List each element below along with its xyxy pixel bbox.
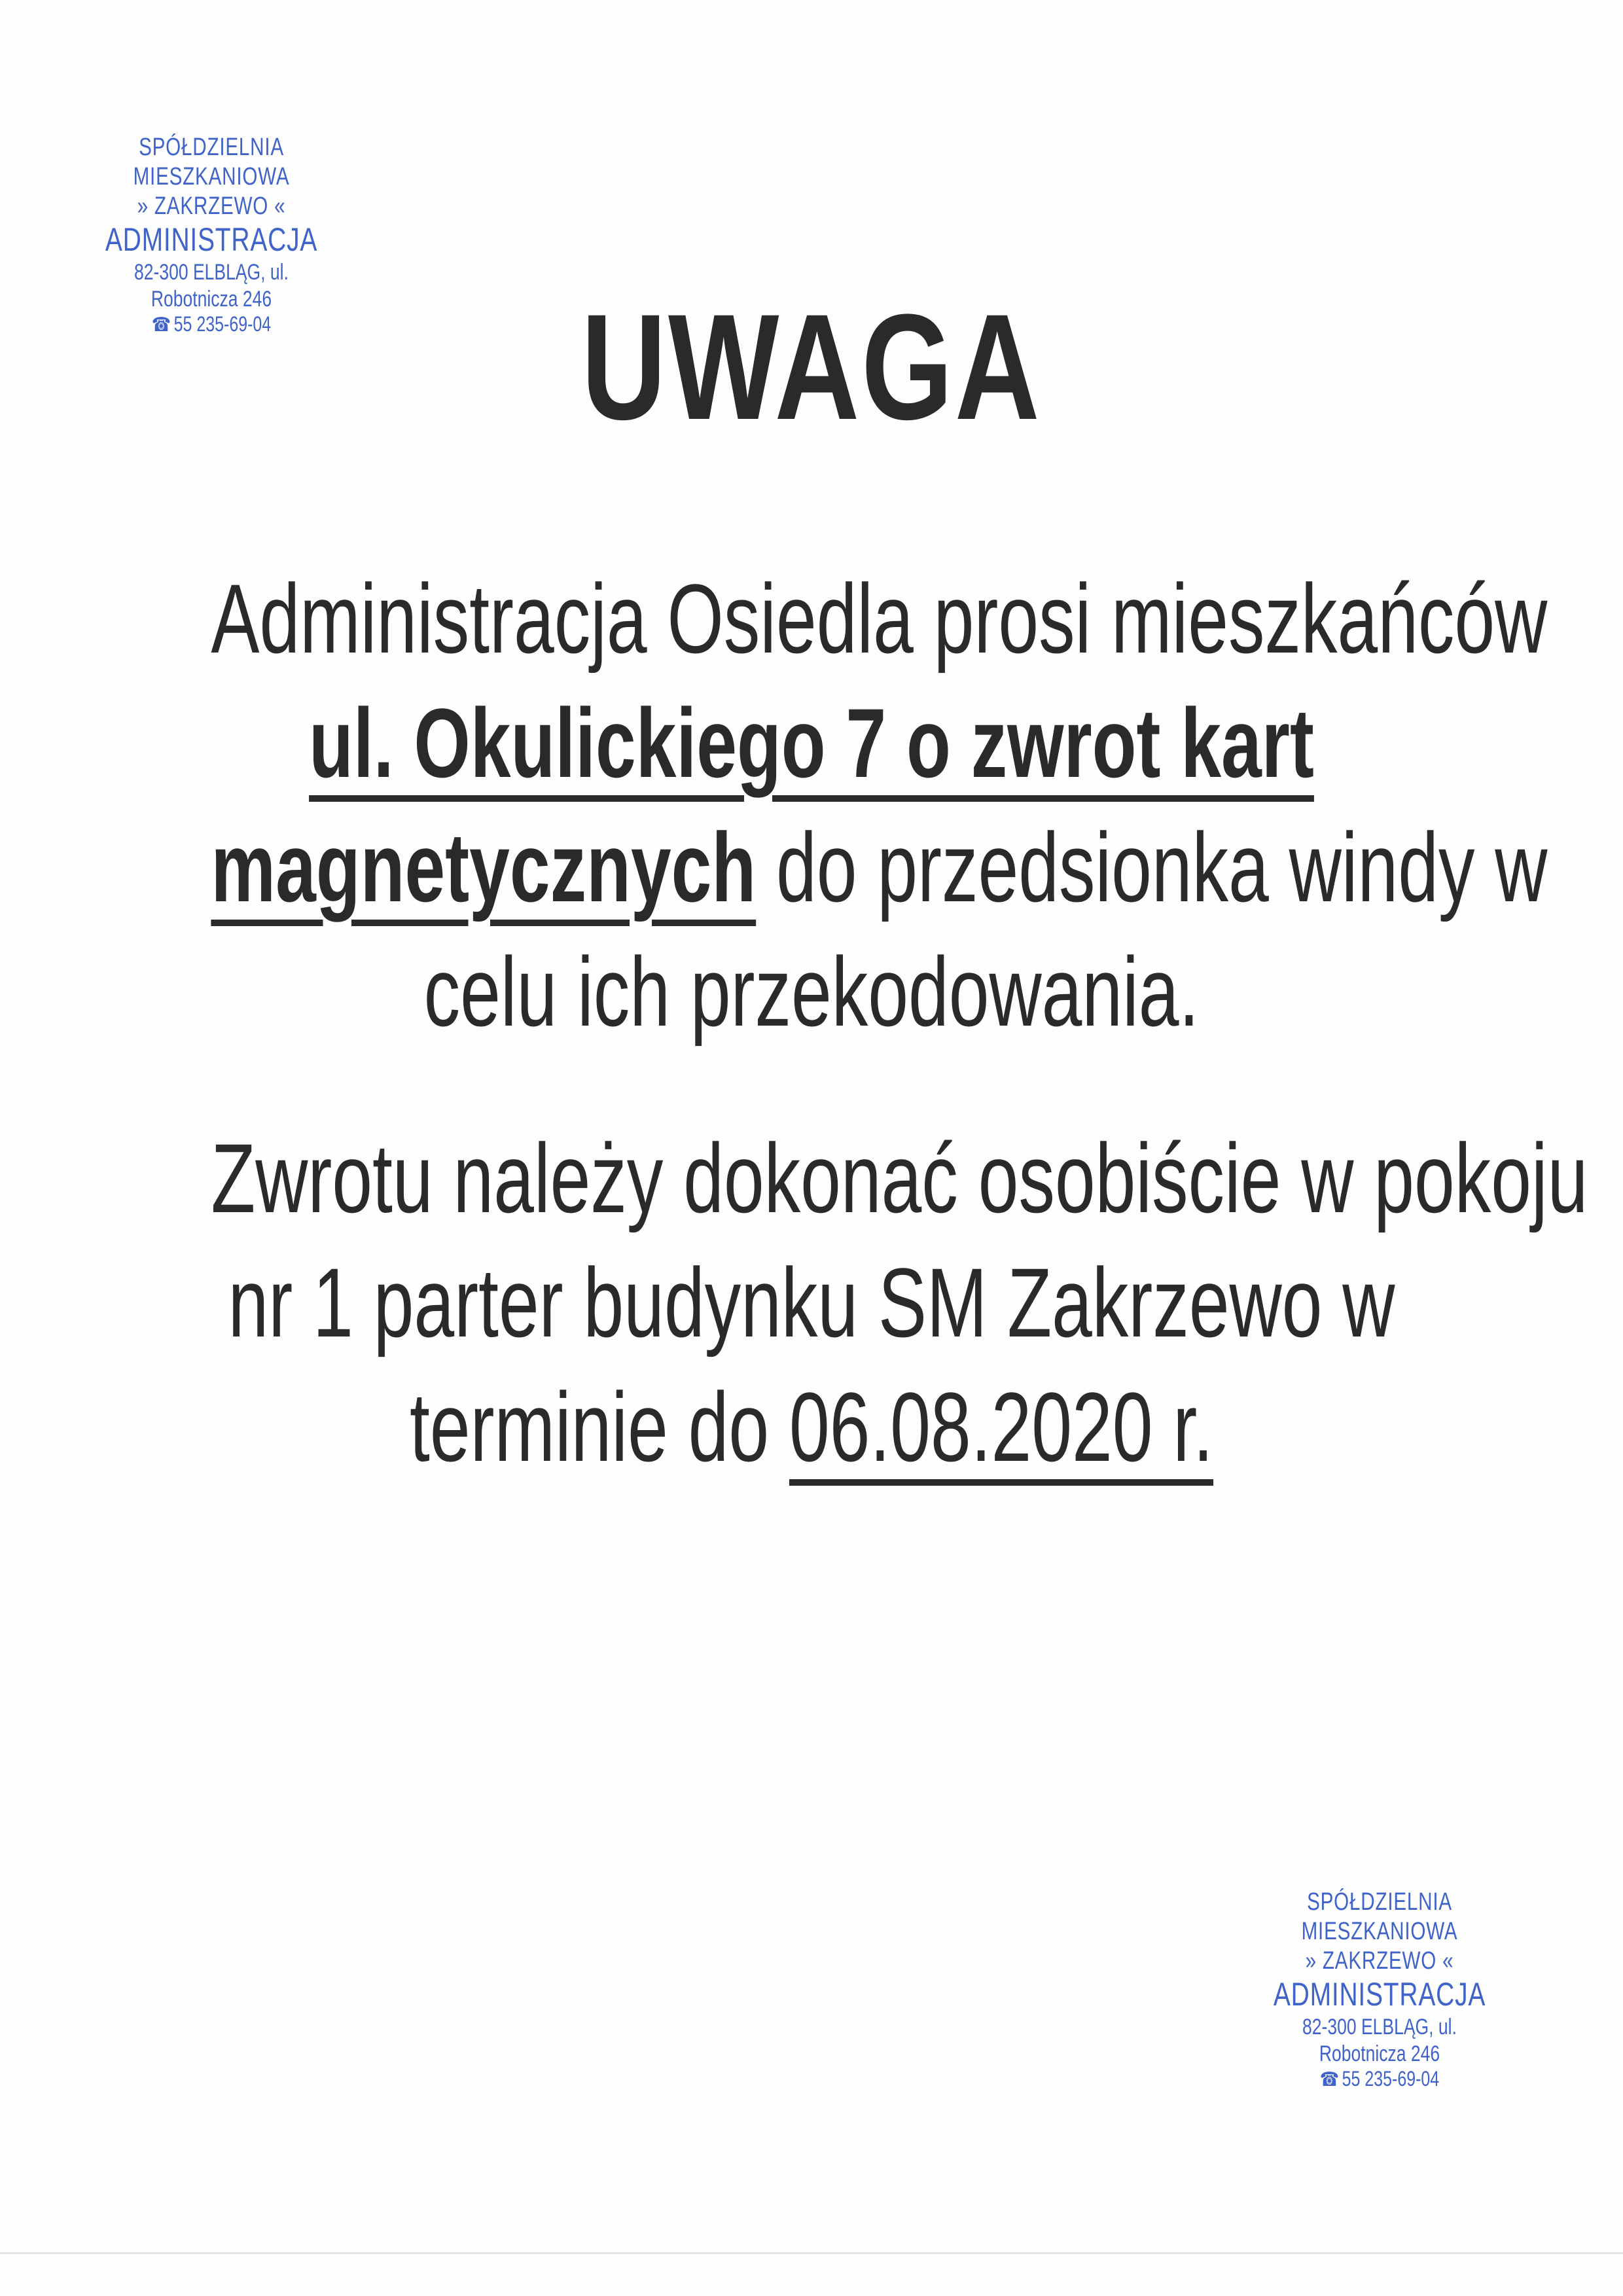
deadline-prefix: terminie do	[409, 1372, 789, 1482]
stamp-name: » ZAKRZEWO «	[137, 192, 286, 220]
body-line-7	[211, 1365, 1412, 1489]
cards-highlight: magnetycznych	[211, 812, 757, 922]
stamp-bottom	[1257, 1888, 1502, 2091]
phone-icon: ☎	[151, 314, 171, 336]
stamp-address: 82-300 ELBLĄG, ul. Robotnicza 246	[134, 260, 289, 312]
body-line-2	[211, 681, 1412, 805]
stamp-org: SPÓŁDZIELNIA MIESZKANIOWA	[1301, 1888, 1458, 1945]
stamp-address: 82-300 ELBLĄG, ul. Robotnicza 246	[1302, 2015, 1457, 2066]
body-line-5: Zwrotu należy dokonać osobiście w pokoju	[211, 1123, 1588, 1233]
stamp-org: SPÓŁDZIELNIA MIESZKANIOWA	[133, 134, 290, 190]
body-line-3-rest: do przedsionka windy w	[756, 812, 1548, 922]
stamp-name: » ZAKRZEWO «	[1305, 1946, 1454, 1975]
address-highlight: ul. Okulickiego 7 o zwrot kart	[309, 688, 1314, 798]
stamp-phone-line	[1257, 2067, 1502, 2092]
stamp-phone: 55 235-69-04	[1342, 2066, 1440, 2090]
stamp-phone: 55 235-69-04	[173, 312, 272, 336]
phone-icon: ☎	[1319, 2068, 1339, 2090]
stamp-admin: ADMINISTRACJA	[1273, 1976, 1486, 2013]
deadline-date: 06.08.2020 r.	[789, 1372, 1214, 1482]
body-line-4: celu ich przekodowania.	[423, 937, 1200, 1047]
body-line-3	[211, 805, 1548, 929]
notice-body	[0, 556, 1623, 1489]
stamp-admin: ADMINISTRACJA	[105, 221, 318, 259]
body-line-1: Administracja Osiedla prosi mieszkańców	[211, 564, 1548, 673]
scan-edge-line	[0, 2252, 1623, 2254]
body-line-6: nr 1 parter budynku SM Zakrzewo w	[228, 1247, 1395, 1357]
page-title: UWAGA	[581, 283, 1042, 451]
